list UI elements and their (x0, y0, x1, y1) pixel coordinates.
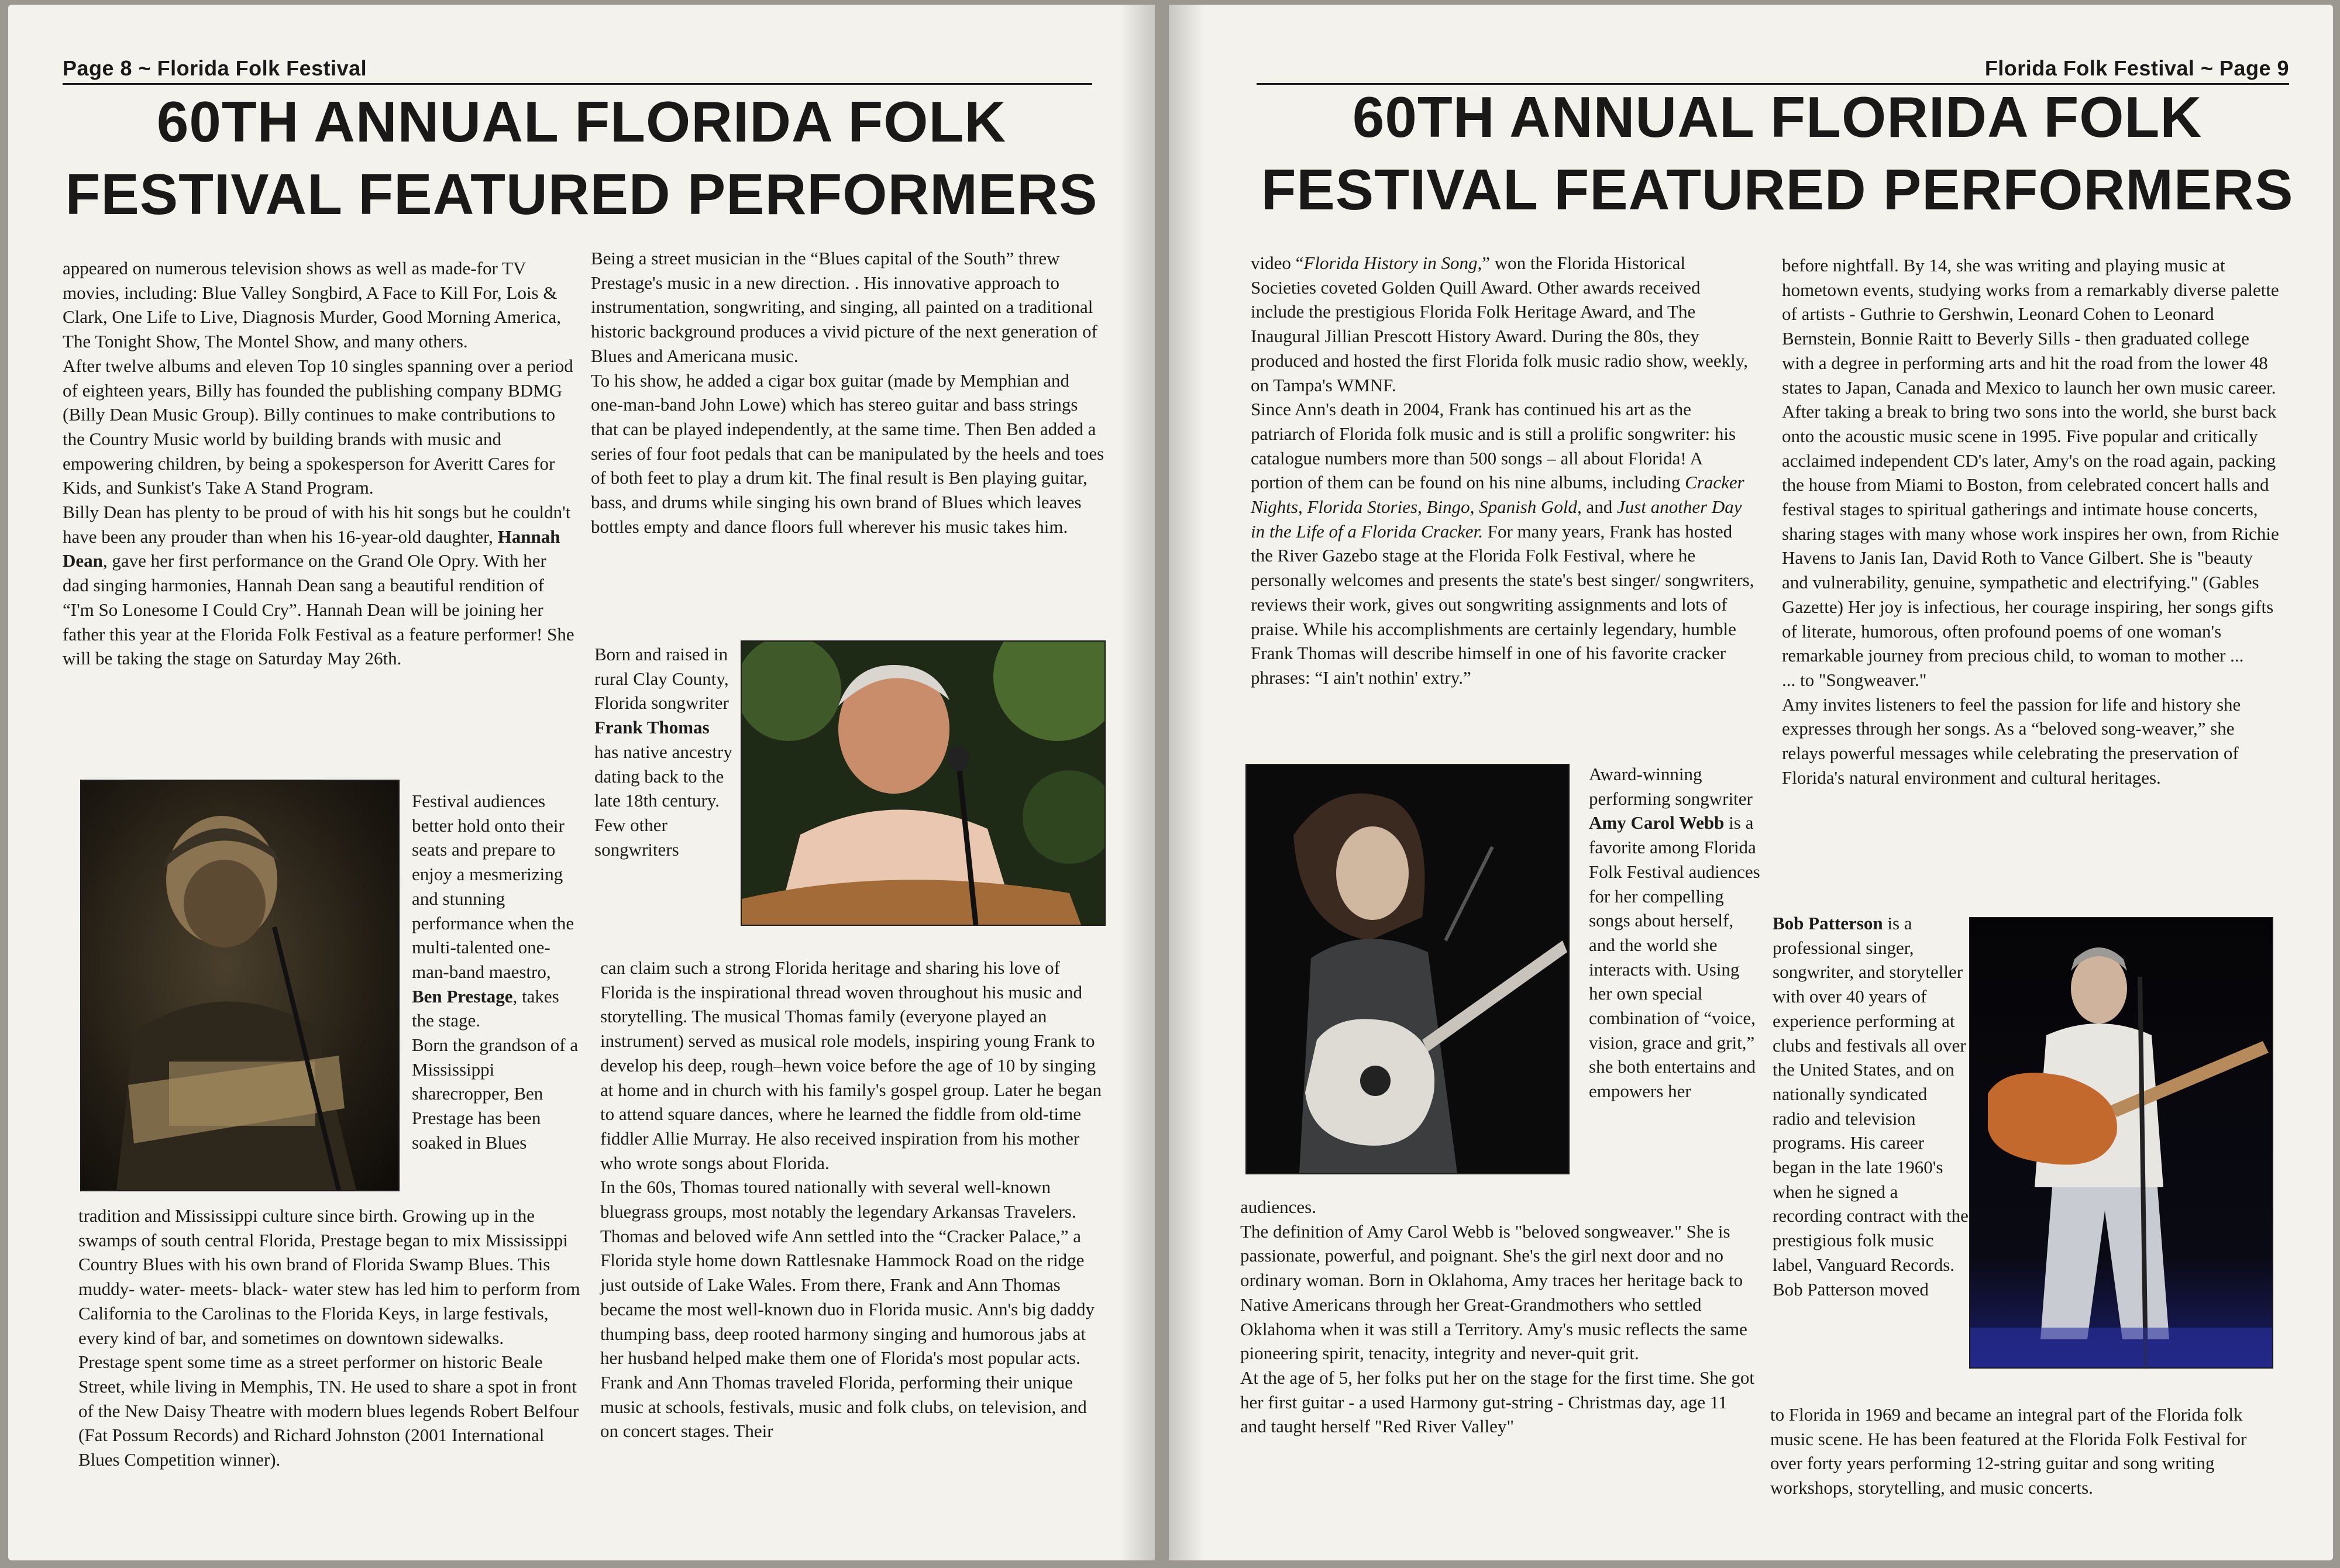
column-1-top (1251, 251, 1755, 690)
page-8 (8, 5, 1155, 1560)
text: Born and raised in rural Clay County, Florida songwriter (594, 644, 729, 714)
album-title: Just another Day in the Life of a Florida Cracker. (1251, 497, 1742, 542)
column-2-bottom (1770, 1402, 2279, 1500)
paragraph: To his show, he added a cigar box guitar (made by Memphian and one-man-band John Lowe) which has stereo guitar and bass strings that can be played independently, at the same time. Then Ben added a series of four foot pedals that can be manipulated by the heels and toes of both feet to play a drum kit. The final result is Ben playing guitar, bass, and drums while singing his own brand of Blues which leaves bottles empty and dance floors full wherever his music takes him. (591, 370, 1104, 537)
headline-line-2: FESTIVAL FEATURED PERFORMERS (1261, 157, 2294, 222)
text: and (1581, 497, 1618, 518)
album-titles: Cracker Nights, Florida Stories, Bingo, Spanish Gold, (1251, 472, 1744, 518)
paragraph-bob-moved: Bob Patterson moved (1773, 1278, 1929, 1300)
frank-thomas-photo (742, 642, 1104, 925)
album-title: Florida History in Song, (1303, 253, 1482, 273)
performer-name: Hannah Dean (63, 526, 560, 571)
text: , takes the stage. (412, 985, 559, 1031)
column-1-bottom (1240, 1195, 1755, 1439)
paragraph: tradition and Mississippi culture since birth. Growing up in the swamps of south central Florida, Prestage began to mix Mississippi Country Blues with his own brand of Florida Swamp Blues. This muddy- water- meets- black- water stew has led him to perform from California to the Carolinas to the Florida Keys, in large festivals, every kind of bar, and sometimes on downtown sidewalks. (78, 1205, 580, 1348)
paragraph: can claim such a strong Florida heritage and sharing his love of Florida is the inspirational thread woven throughout his music and storytelling. The musical Thomas family (everyone played an instrument) served as musical role models, inspiring young Frank to develop his deep, rough–hewn voice before the age of 10 by singing at home and in church with his family's gospel group. Later he began to attend square dances, where he learned the fiddle from old-time fiddler Allie Murray. He also received inspiration from his mother who wrote songs about Florida. (600, 957, 1102, 1173)
page-headline (1257, 81, 2298, 226)
column-1-bottom (78, 1204, 581, 1472)
paragraph: Prestage spent some time as a street performer on historic Beale Street, while living in Memphis, TN. He used to share a spot in front of the New Daisy Theatre with modern blues legends Robert Belfour (Fat Possum Records) and Richard Johnston (2001 International Blues Competition winner). (78, 1352, 579, 1470)
gutter-shadow (1120, 5, 1155, 1560)
performer-name: Frank Thomas (594, 717, 710, 738)
gutter-shadow (1169, 5, 1204, 1560)
text: Award-winning performing songwriter (1589, 764, 1753, 809)
text: is a professional singer, songwriter, and storyteller with over 40 years of experience performing at clubs and festivals all over the United States, and on nationally syndicated radio and television programs. His career began in the late 1960's when he signed a recording contract with the prestigious folk music label, Vanguard Records. (1773, 913, 1969, 1275)
ben-intro-text (412, 789, 581, 1155)
column-1-top (63, 256, 574, 671)
headline-line-1: 60TH ANNUAL FLORIDA FOLK (1352, 85, 2203, 149)
column-2-top (1782, 253, 2280, 790)
performer-name: Ben Prestage (412, 985, 513, 1007)
text: ” won the Florida Historical Societies coveted Golden Quill Award. Other awards received include the prestigious Florida Folk Heritage Award, and The Inaugural Jillian Prescott History Award. During the 80s, they produced and hosted the first Florida folk music radio show, weekly, on Tampa's WMNF. (1251, 253, 1749, 395)
paragraph-awards (1251, 251, 1755, 397)
paragraph: audiences. (1240, 1197, 1316, 1217)
text: video “ (1251, 253, 1304, 273)
paragraph: At the age of 5, her folks put her on the stage for the first time. She got her first guitar - a used Harmony gut-string - Christmas day, age 11 and taught herself "Red River Valley" (1240, 1367, 1754, 1437)
performer-name: Bob Patterson (1773, 913, 1883, 933)
paragraph: After twelve albums and eleven Top 10 singles spanning over a period of eighteen years, Billy has founded the publishing company BDMG (Billy Dean Music Group). Billy continues to make contributions to the Country Music world by building brands with music and empowering children, by being a spokesperson for Averitt Cares for Kids, and Sunkist's Take A Stand Program. (63, 355, 573, 498)
running-head: Florida Folk Festival ~ Page 9 (1257, 53, 2289, 85)
paragraph-ben-intro (412, 789, 581, 1033)
paragraph: appeared on numerous television shows as well as made-for TV movies, including: Blue Valley Songbird, A Face to Kill For, Lois & Clark, One Life to Live, Diagnosis Murder, Good Morning America, The Tonight Show, The Montel Show, and many others. (63, 258, 561, 352)
column-2-top (591, 246, 1104, 539)
paragraph: Being a street musician in the “Blues capital of the South” threw Prestage's music in a new direction. . His innovative approach to instrumentation, songwriting, and singing, all painted on a traditional historic background produces a vivid picture of the next generation of Blues and Americana music. (591, 248, 1098, 366)
column-2-bottom (600, 956, 1109, 1443)
running-head: Page 8 ~ Florida Folk Festival (63, 53, 1092, 85)
frank-intro-text (594, 642, 735, 861)
paragraph: The definition of Amy Carol Webb is "beloved songweaver." She is passionate, powerful, and poignant. She's the girl next door and no ordinary woman. Born in Oklahoma, Amy traces her heritage back to Native Americans through her Great-Grandmothers who settled Oklahoma when it was still a Territory. Amy's music reflects the same pioneering spirit, tenacity, integrity and never-quit grit. (1240, 1221, 1747, 1364)
paragraph-bob-intro (1773, 911, 1969, 1277)
paragraph-ben-grandson: Born the grandson of a Mississippi sharecropper, Ben Prestage has been soaked in Blues (412, 1035, 579, 1153)
paragraph-amy-intro (1589, 762, 1761, 1104)
text: is a favorite among Florida Folk Festival audiences for her compelling songs about herself, and the world she interacts with. Using her own special combination of “voice, vision, grace and grit,” she both entertains and empowers her (1589, 812, 1760, 1102)
page-headline (55, 85, 1108, 230)
paragraph-frank-intro (594, 642, 735, 861)
ben-prestage-photo (81, 781, 398, 1190)
headline-line-1: 60TH ANNUAL FLORIDA FOLK (156, 89, 1007, 154)
headline-line-2: FESTIVAL FEATURED PERFORMERS (65, 162, 1098, 226)
text: has native ancestry dating back to the late 18th century. Few other songwriters (594, 741, 732, 860)
paragraph-billy-hannah (63, 500, 574, 671)
paragraph: Amy invites listeners to feel the passion for life and history she expresses through her songs. As a “beloved song-weaver,” she relays powerful messages while celebrating the preservation of Florida's natural environment and cultural heritages. (1782, 694, 2241, 788)
text: Festival audiences better hold onto their seats and prepare to enjoy a mesmerizing and stunning performance when the multi-talented one-man-band maestro, (412, 791, 574, 982)
text: For many years, Frank has hosted the River Gazebo stage at the Florida Folk Festival, where he personally welcomes and presents the state's best singer/ songwriters, reviews their work, gives out songwriting assignments and lots of praise. While his accomplishments are certainly legendary, humble Frank Thomas will describe himself in one of his favorite cracker phrases: “I ain't nothin' extry.” (1251, 521, 1754, 688)
bob-patterson-photo (1970, 918, 2272, 1367)
performer-name: Amy Carol Webb (1589, 812, 1725, 833)
bob-intro-text (1773, 911, 1969, 1301)
paragraph: In the 60s, Thomas toured nationally with several well-known bluegrass groups, most notably the legendary Arkansas Travelers. Thomas and beloved wife Ann settled into the “Cracker Palace,” a Florida style home down Rattlesnake Hammock Road on the ridge just outside of Lake Wales. From there, Frank and Ann Thomas became the most well-known duo in Florida music. Ann's big daddy thumping bass, deep rooted harmony singing and humorous jabs at her husband helped make them one of Florida's most popular acts. Frank and Ann Thomas traveled Florida, performing their unique music at schools, festivals, music and folk clubs, on television, and on concert stages. Their (600, 1177, 1095, 1442)
amy-carol-webb-photo (1247, 765, 1568, 1173)
text: Billy Dean has plenty to be proud of with his hit songs but he couldn't have been any prouder than when his 16-year-old daughter, (63, 502, 571, 547)
text: , gave her first performance on the Grand Ole Opry. With her dad singing harmonies, Hannah Dean sang a beautiful rendition of “I'm So Lonesome I Could Cry”. Hannah Dean will be joining her father this year at the Florida Folk Festival as a feature performer! She will be taking the stage on Saturday May 26th. (63, 550, 574, 669)
amy-intro-text (1589, 762, 1761, 1104)
paragraph: to Florida in 1969 and became an integral part of the Florida folk music scene. He has been featured at the Florida Folk Festival for over forty years performing 12-string guitar and song writing workshops, storytelling, and music concerts. (1770, 1404, 2247, 1498)
paragraph-frank-legacy (1251, 397, 1755, 690)
text: Since Ann's death in 2004, Frank has continued his art as the patriarch of Florida folk music and is still a prolific songwriter: his catalogue numbers more than 500 songs – all about Florida! A portion of them can be found on his nine albums, including (1251, 399, 1736, 493)
page-9 (1169, 5, 2333, 1560)
paragraph: ... to "Songweaver." (1782, 669, 1927, 690)
paragraph: before nightfall. By 14, she was writing and playing music at hometown events, studying works from a remarkably diverse palette of artists - Guthrie to Gershwin, Leonard Cohen to Leonard Bernstein, Bonnie Raitt to Beverly Sills - then graduated college with a degree in performing arts and hit the road from the lower 48 states to Japan, Canada and Mexico to launch her own music career. After taking a break to bring two sons into the world, she burst back onto the acoustic music scene in 1995. Five popular and critically acclaimed independent CD's later, Amy's on the road again, packing the house from Miami to Boston, from celebrated concert halls and festival stages to spiritual gatherings and intimate house concerts, sharing stages with many whose work inspires her own, from Richie Havens to Janis Ian, David Roth to Vance Gilbert. She is "beauty and vulnerability, genuine, sympathetic and electrifying." (Gables Gazette) Her joy is infectious, her courage inspiring, her songs gifts of literate, humorous, often profound poems of one woman's remarkable journey from precious child, to woman to mother ... (1782, 255, 2279, 666)
